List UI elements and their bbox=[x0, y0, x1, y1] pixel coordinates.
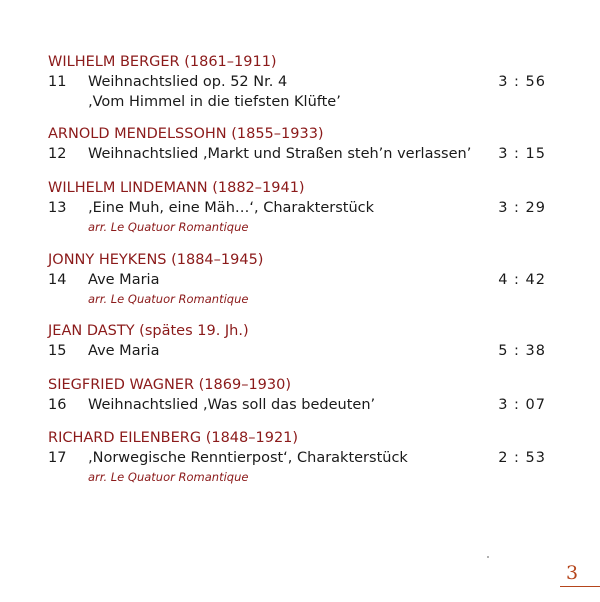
track-number: 17 bbox=[48, 450, 67, 466]
arrangement-credit: arr. Le Quatuor Romantique bbox=[88, 470, 249, 484]
track-number: 14 bbox=[48, 272, 67, 288]
arrangement-line bbox=[48, 468, 558, 484]
track-duration: 3 : 29 bbox=[498, 200, 546, 216]
track-entry-12 bbox=[48, 124, 558, 164]
track-entry-16 bbox=[48, 375, 558, 415]
print-speck bbox=[487, 556, 489, 558]
track-title: Ave Maria bbox=[88, 343, 160, 359]
composer-name: JONNY HEYKENS (1884–1945) bbox=[48, 252, 264, 268]
track-line bbox=[48, 198, 558, 218]
track-duration: 4 : 42 bbox=[498, 272, 546, 288]
arrangement-line bbox=[48, 290, 558, 306]
page-number: 3 bbox=[566, 562, 579, 584]
track-number: 16 bbox=[48, 397, 67, 413]
composer-name: RICHARD EILENBERG (1848–1921) bbox=[48, 430, 299, 446]
track-title: ‚Norwegische Renntierpost‘, Charakterstück bbox=[88, 450, 408, 466]
composer-name: JEAN DASTY (spätes 19. Jh.) bbox=[48, 323, 249, 339]
track-line bbox=[48, 448, 558, 468]
track-duration: 5 : 38 bbox=[498, 343, 546, 359]
track-line bbox=[48, 72, 558, 92]
track-title: Ave Maria bbox=[88, 272, 160, 288]
composer-name: ARNOLD MENDELSSOHN (1855–1933) bbox=[48, 126, 324, 142]
track-line bbox=[48, 270, 558, 290]
arrangement-credit: arr. Le Quatuor Romantique bbox=[88, 220, 249, 234]
track-duration: 3 : 07 bbox=[498, 397, 546, 413]
track-line bbox=[48, 395, 558, 415]
track-title: ‚Eine Muh, eine Mäh…‘, Charakterstück bbox=[88, 200, 375, 216]
arrangement-credit: arr. Le Quatuor Romantique bbox=[88, 292, 249, 306]
track-number: 12 bbox=[48, 146, 67, 162]
track-entry-11 bbox=[48, 52, 558, 112]
track-entry-14 bbox=[48, 250, 558, 306]
track-duration: 2 : 53 bbox=[498, 450, 546, 466]
composer-name: WILHELM LINDEMANN (1882–1941) bbox=[48, 180, 305, 196]
track-title: Weihnachtslied ‚Markt und Straßen steh’n verlassen’ bbox=[88, 146, 472, 162]
track-line bbox=[48, 144, 558, 164]
track-duration: 3 : 15 bbox=[498, 146, 546, 162]
track-subtitle: ‚Vom Himmel in die tiefsten Klüfte’ bbox=[88, 94, 341, 110]
track-entry-17 bbox=[48, 428, 558, 484]
page-number-rule bbox=[560, 586, 600, 587]
track-entry-13 bbox=[48, 178, 558, 234]
arrangement-line bbox=[48, 218, 558, 234]
track-duration: 3 : 56 bbox=[498, 74, 546, 90]
track-number: 13 bbox=[48, 200, 67, 216]
track-number: 15 bbox=[48, 343, 67, 359]
track-subtitle-line bbox=[48, 92, 558, 112]
composer-name: SIEGFRIED WAGNER (1869–1930) bbox=[48, 377, 292, 393]
track-entry-15 bbox=[48, 321, 558, 361]
composer-name: WILHELM BERGER (1861–1911) bbox=[48, 54, 277, 70]
track-title: Weihnachtslied ‚Was soll das bedeuten’ bbox=[88, 397, 376, 413]
track-title: Weihnachtslied op. 52 Nr. 4 bbox=[88, 74, 288, 90]
track-line bbox=[48, 341, 558, 361]
track-number: 11 bbox=[48, 74, 67, 90]
